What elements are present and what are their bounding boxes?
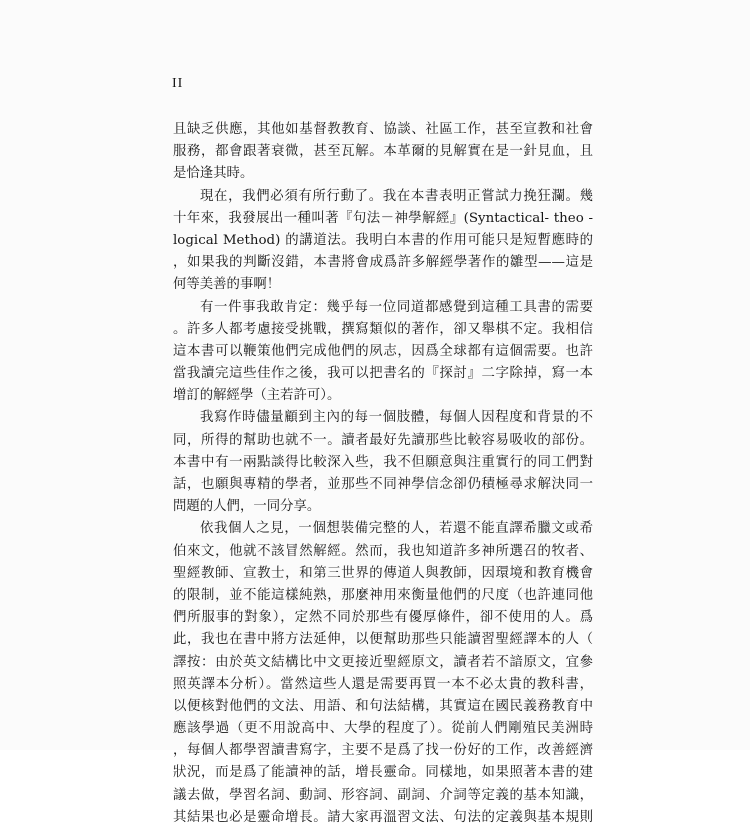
text-line: 何等美善的事啊！ — [173, 277, 281, 293]
text-line: 十年來，我發展出一種叫著『句法－神學解經』(Syntactical- theo - — [173, 210, 593, 226]
text-line: 增訂的解經學（主若許可）。 — [173, 388, 341, 404]
text-line: 譯按：由於英文結構比中文更接近聖經原文，讀者若不諳原文，宜參 — [173, 654, 593, 670]
text-line: 這本書可以鞭策他們完成他們的夙志，因爲全球都有這個需要。也許 — [173, 343, 593, 359]
text-line: 本書中有一兩點談得比較深入些，我不但願意與注重實行的同工們對 — [173, 454, 593, 470]
text-line: 且缺乏供應，其他如基督教教育、協談、社區工作，甚至宣教和社會 — [173, 122, 593, 137]
text-line: 的限制，並不能這樣純熟，那麼神用來衡量他們的尺度（也許連同他 — [173, 587, 593, 603]
text-line: 話，也願與專精的學者，並那些不同神學信念卻仍積極尋求解決同一 — [173, 477, 593, 492]
text-line: 狀況，而是爲了能讀神的話，增長靈命。同樣地，如果照著本書的建 — [173, 765, 593, 781]
text-line: 我寫作時儘量顧到主內的每一個肢體，每個人因程度和背景的不 — [200, 410, 593, 426]
text-line: 們所服事的對象），定然不同於那些有優厚條件，卻不使用的人。爲 — [173, 610, 593, 626]
text-line: 聖經教師、宣教士，和第三世界的傳道人與教師，因環境和教育機會 — [173, 565, 593, 581]
text-line: 服務，都會跟著衰微，甚至瓦解。本革爾的見解實在是一針見血，且 — [173, 144, 593, 160]
text-line: 當我讀完這些佳作之後，我可以把書名的『探討』二字除掉，寫一本 — [173, 366, 593, 382]
text-line: ，如果我的判斷沒錯，本書將會成爲許多解經學著作的雛型——這是 — [173, 255, 593, 271]
text-line: 。許多人都考慮接受挑戰，撰寫類似的著作，卻又舉棋不定。我相信 — [173, 321, 593, 337]
text-line: 同，所得的幫助也就不一。讀者最好先讀那些比較容易吸收的部份。 — [173, 432, 593, 448]
text-line: ，每個人都學習讀書寫字，主要不是爲了找一份好的工作，改善經濟 — [173, 743, 593, 759]
text-line: 此，我也在書中將方法延伸，以便幫助那些只能讀習聖經譯本的人（ — [173, 632, 593, 648]
text-line: 現在，我們必須有所行動了。我在本書表明正嘗試力挽狂瀾。幾 — [200, 188, 593, 204]
text-line: logical Method) 的講道法。我明白本書的作用可能只是短暫應時的 — [173, 232, 593, 248]
page-number: II — [172, 76, 184, 91]
text-line: 應該學過（更不用說高中、大學的程度了）。從前人們剛殖民美洲時 — [173, 721, 593, 737]
text-line: 有一件事我敢肯定：幾乎每一位同道都感覺到這種工具書的需要 — [200, 299, 593, 315]
text-line: 問題的人們，一同分享。 — [173, 499, 321, 515]
text-line: 議去做，學習名詞、動詞、形容詞、副詞、介詞等定義的基本知識， — [173, 787, 593, 803]
text-line: 是恰逢其時。 — [173, 166, 254, 182]
text-line: 伯來文，他就不該冒然解經。然而，我也知道許多神所選召的牧者、 — [173, 543, 593, 559]
text-line: 依我個人之見，一個想裝備完整的人，若還不能直譯希臘文或希 — [200, 521, 593, 537]
body-text — [173, 119, 593, 829]
text-line: 其結果也必是靈命增長。請大家再溫習文法、句法的定義與基本規則 — [173, 809, 593, 825]
text-line: 照英譯本分析）。當然這些人還是需要再買一本不必太貴的教科書， — [173, 676, 593, 692]
text-line: 以便核對他們的文法、用語、和句法結構，其實這在國民義務教育中 — [173, 698, 593, 714]
